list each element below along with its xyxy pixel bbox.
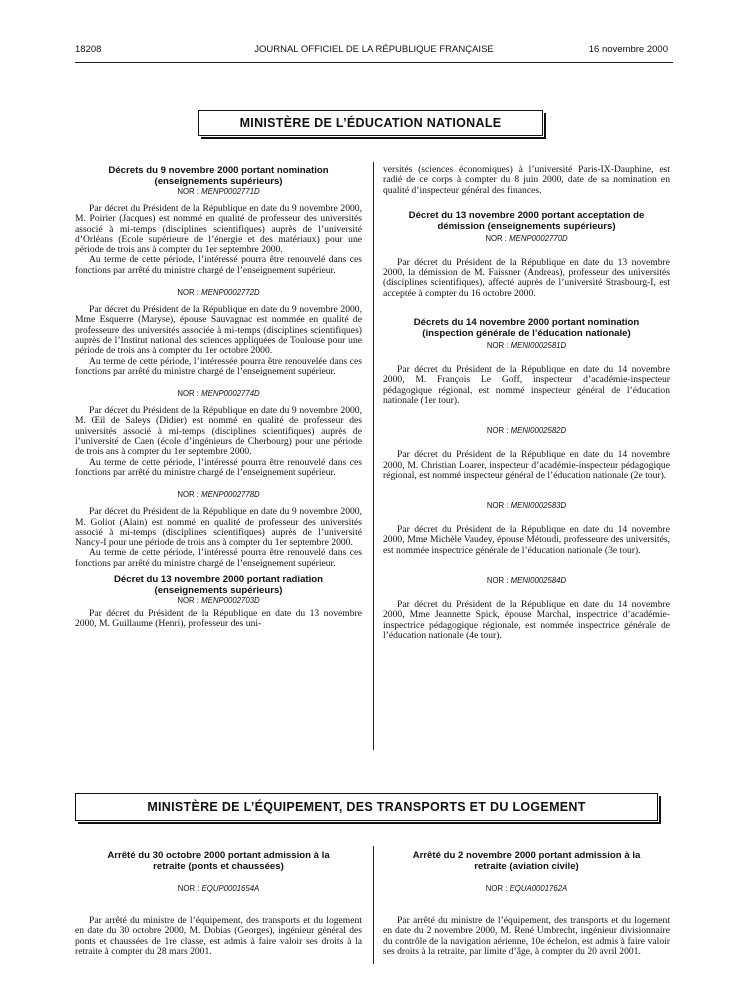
column-divider xyxy=(373,162,374,750)
article-title: Décret du 13 novembre 2000 portant acceptation de démission (enseignements supérieurs) xyxy=(408,209,645,232)
ministry-title: MINISTÈRE DE L’ÉQUIPEMENT, DES TRANSPORTS ET DU LOGEMENT xyxy=(147,800,586,814)
page-number: 18208 xyxy=(75,44,102,55)
article-paragraph: Par décret du Président de la République en date du 9 novembre 2000, M. Œil de Saleys (Didier) est nommé en qualité de professeur des universités associé à mi-temps (disciplines scientifiques) auprès de l’université de Caen (école d’ingénieurs de Cherbourg) pour une période de trois ans à compter du 1er septembre 2000. xyxy=(75,405,362,458)
ministry-banner-education xyxy=(198,110,543,136)
nor-reference: NOR : MENI0002583D xyxy=(486,501,567,511)
nor-reference: NOR : MENP0002770D xyxy=(485,233,568,243)
nor-reference: NOR : MENI0002584D xyxy=(486,576,567,586)
article-title: Décrets du 14 novembre 2000 portant nomination (inspection générale de l’éducation nationale) xyxy=(413,317,640,340)
article-paragraph: Par décret du Président de la République en date du 9 novembre 2000, M. Goliot (Alain) est nommé en qualité de professeur des universités associé à mi-temps (disciplines scientifiques) auprès de l’université Nancy-I pour une période de trois ans à compter du 1er septembre 2000. xyxy=(75,506,362,549)
ministry-banner-equipement xyxy=(75,793,658,821)
page-header xyxy=(0,44,748,58)
nor-reference: NOR : EQUA0001762A xyxy=(485,884,568,893)
issue-date: 16 novembre 2000 xyxy=(588,44,668,55)
column-left xyxy=(75,165,362,630)
nor-reference: NOR : MENP0002703D xyxy=(177,596,260,606)
nor-reference: NOR : MENI0002582D xyxy=(486,426,567,436)
article-paragraph: Par décret du Président de la République en date du 14 novembre 2000, Mme Michèle Vaudey, épouse Métoudi, professeure des universités, est nommée inspectrice générale de l’éducation nationale (3e tour). xyxy=(383,524,670,556)
article-paragraph: Par arrêté du ministre de l’équipement, des transports et du logement en date du 30 octobre 2000, M. Dobias (Georges), ingénieur général des ponts et chaussées de 1re classe, est admis à faire valoir ses droits à la retraite à compter du 28 mars 2001. xyxy=(75,915,362,957)
header-rule xyxy=(75,62,673,63)
column-right xyxy=(383,165,670,641)
article-paragraph: Par décret du Président de la République en date du 9 novembre 2000, Mme Esquerre (Maryse), épouse Sauvagnac est nommée en qualité de professeure des universités associée à mi-temps (disciplines scientifiques) auprès de l’Institut national des sciences appliquées de Toulouse pour une période de trois ans à compter du 1er octobre 2000. xyxy=(75,304,362,357)
article-paragraph: Par décret du Président de la République en date du 14 novembre 2000, M. François Le Goff, inspecteur d’académie-inspecteur pédagogique régional, est nommé inspecteur général de l’éducation nationale (1er tour). xyxy=(383,364,670,406)
article-title: Arrêté du 2 novembre 2000 portant admission à la retraite (aviation civile) xyxy=(412,850,641,872)
journal-title: JOURNAL OFFICIEL DE LA RÉPUBLIQUE FRANÇAISE xyxy=(254,44,494,55)
nor-reference: NOR : MENP0002771D xyxy=(177,187,260,196)
article-paragraph: Par décret du Président de la République en date du 14 novembre 2000, M. Christian Loarer, inspecteur d’académie-inspecteur pédagogique régional, est nommé inspecteur général de l’éducation nationale (2e tour). xyxy=(383,449,670,481)
column-divider xyxy=(373,846,374,964)
article-paragraph: Par arrêté du ministre de l’équipement, des transports et du logement en date du 2 novembre 2000, M. René Umbrecht, ingénieur divisionnaire du contrôle de la navigation aérienne, 10e échelon, est admis à faire valoir ses droits à la retraite, par limite d’âge, à compter du 20 avril 2001. xyxy=(383,915,670,957)
ministry-title: MINISTÈRE DE L’ÉDUCATION NATIONALE xyxy=(239,116,502,130)
article-paragraph: Au terme de cette période, l’intéressé pourra être renouvelé dans ces fonctions par arrêté du ministre chargé de l’enseignement supérieur. xyxy=(75,456,362,478)
article-paragraph: versités (sciences économiques) à l’université Paris-IX-Dauphine, est radié de ce corps à compter du 8 juin 2000, date de sa nomination en qualité d’inspecteur général des finances. xyxy=(383,164,670,196)
article-paragraph: Par décret du Président de la République en date du 14 novembre 2000, Mme Jeannette Spick, épouse Marchal, inspectrice d’académie-inspectrice pédagogique régionale, est nommée inspectrice générale de l’éducation nationale (4e tour). xyxy=(383,599,670,641)
article-paragraph: Par décret du Président de la République en date du 13 novembre 2000, la démission de M. Faissner (Andreas), professeur des universités (disciplines scientifiques), affecté auprès de l’université Strasbourg-I, est acceptée à compter du 16 octobre 2000. xyxy=(383,256,670,299)
nor-reference: NOR : MENP0002778D xyxy=(177,490,260,500)
article-paragraph: Au terme de cette période, l’intéressé pourra être renouvelé dans ces fonctions par arrêté du ministre chargé de l’enseignement supérieur. xyxy=(75,254,362,276)
column-right-equipement xyxy=(383,850,670,957)
article-paragraph: Au terme de cette période, l’intéressée pourra être renouvelée dans ces fonctions par arrêté du ministre chargé de l’enseignement supérieur. xyxy=(75,355,362,377)
nor-reference: NOR : EQUP0001654A xyxy=(177,884,260,893)
nor-reference: NOR : MENP0002772D xyxy=(177,288,260,298)
article-paragraph: Par décret du Président de la République en date du 9 novembre 2000, M. Poirier (Jacques) est nommé en qualité de professeur des universités associé à mi-temps (disciplines scientifiques) auprès de l’université d’Orléans (Ecole supérieure de l’énergie et des matériaux) pour une période de trois ans à compter du 1er septembre 2000. xyxy=(75,203,362,256)
article-title: Arrêté du 30 octobre 2000 portant admission à la retraite (ponts et chaussées) xyxy=(107,850,330,872)
article-title: Décret du 13 novembre 2000 portant radiation (enseignements supérieurs) xyxy=(114,574,323,597)
nor-reference: NOR : MENP0002774D xyxy=(177,389,260,399)
nor-reference: NOR : MENI0002581D xyxy=(486,341,567,351)
article-paragraph: Par décret du Président de la République en date du 13 novembre 2000, M. Guillaume (Henri), professeur des uni- xyxy=(75,608,362,630)
article-title: Décrets du 9 novembre 2000 portant nomination (enseignements supérieurs) xyxy=(108,165,329,187)
article-paragraph: Au terme de cette période, l’intéressé pourra être renouvelé dans ces fonctions par arrêté du ministre chargé de l’enseignement supérieur. xyxy=(75,547,362,569)
column-left-equipement xyxy=(75,850,362,957)
